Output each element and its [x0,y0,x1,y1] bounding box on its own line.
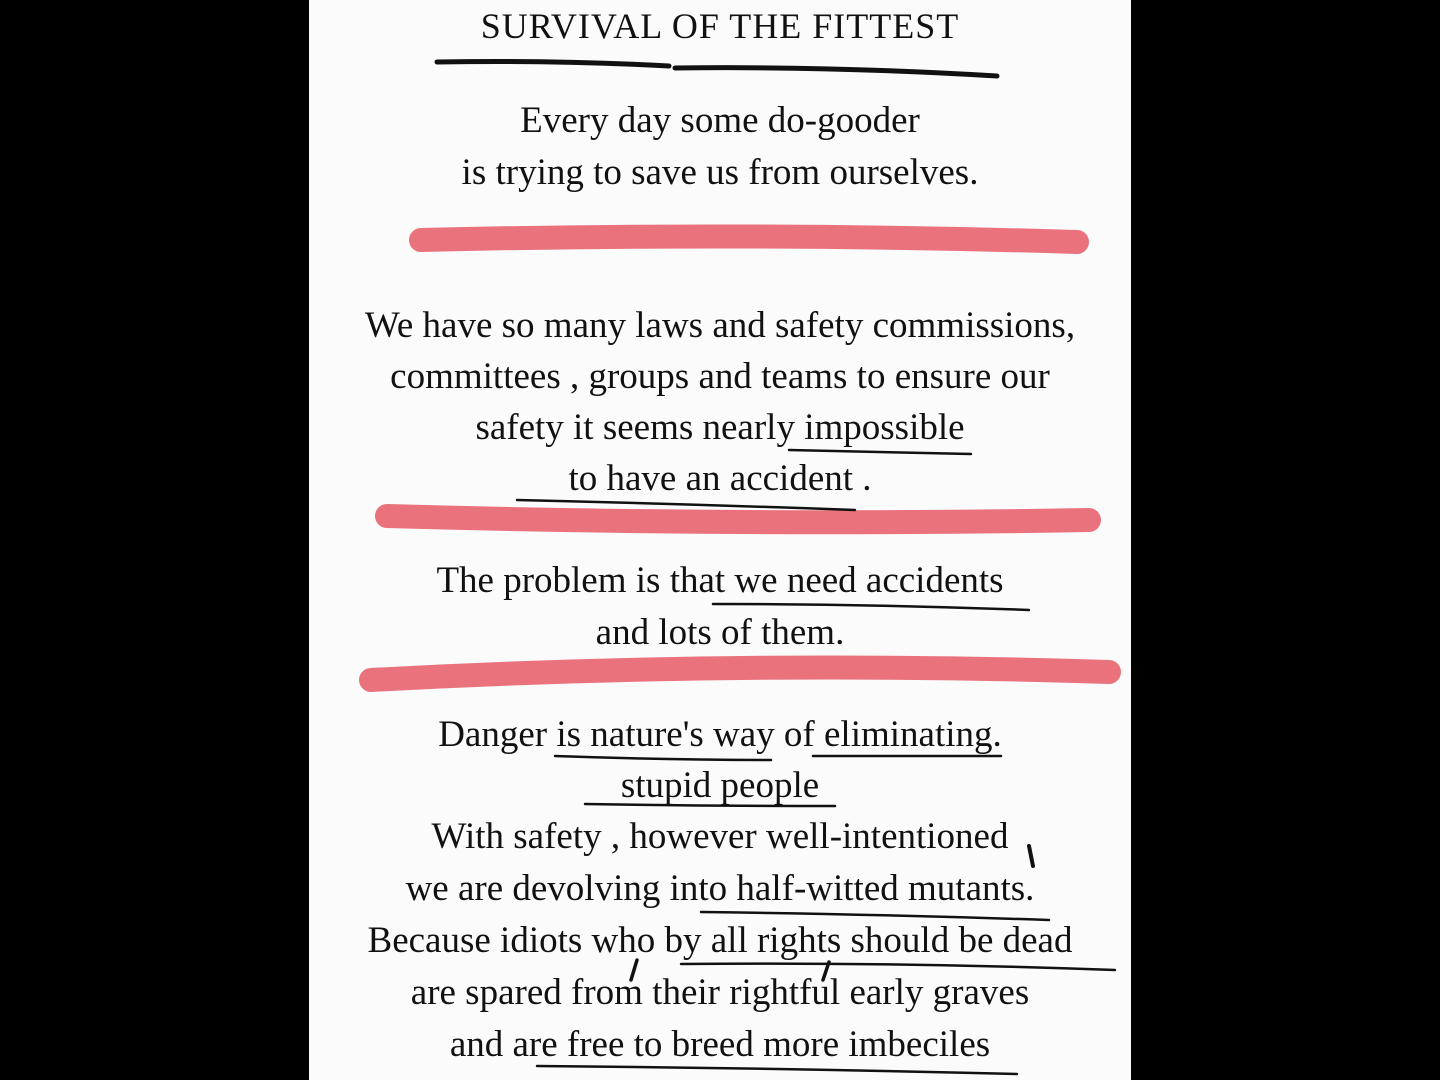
pen-underline [713,604,1029,610]
text-line: and lots of them. [595,612,845,653]
text-line: stupid people [620,765,820,806]
text-line: and are free to breed more imbeciles [449,1024,991,1065]
pen-underline [681,964,1115,970]
text-line: Danger is nature's way of eliminating. [438,714,1002,755]
text-line: The problem is that we need accidents [436,560,1004,601]
text-line: to have an accident . [568,458,872,499]
text-line: committees , groups and teams to ensure our [390,356,1050,397]
document-title: SURVIVAL OF THE FITTEST [480,6,960,46]
text-line: Every day some do-gooder [520,100,920,141]
document-page [309,0,1131,1080]
highlight-stroke [421,236,1077,242]
text-line: With safety , however well-intentioned [431,816,1009,857]
pen-underline [537,1066,1017,1074]
pen-underline [789,450,971,454]
pen-underline [675,68,997,76]
pen-underline [517,500,855,510]
pen-underline [437,62,669,67]
text-line: we are devolving into half-witted mutants. [405,868,1035,909]
text-line: Because idiots who by all rights should be dead [367,920,1073,961]
highlight-stroke [387,516,1089,522]
highlight-stroke [371,668,1109,681]
text-line: are spared from their rightful early graves [410,972,1030,1013]
text-line: We have so many laws and safety commissions, [364,305,1076,346]
text-line: is trying to save us from ourselves. [461,152,979,193]
text-line: safety it seems nearly impossible [475,407,965,448]
